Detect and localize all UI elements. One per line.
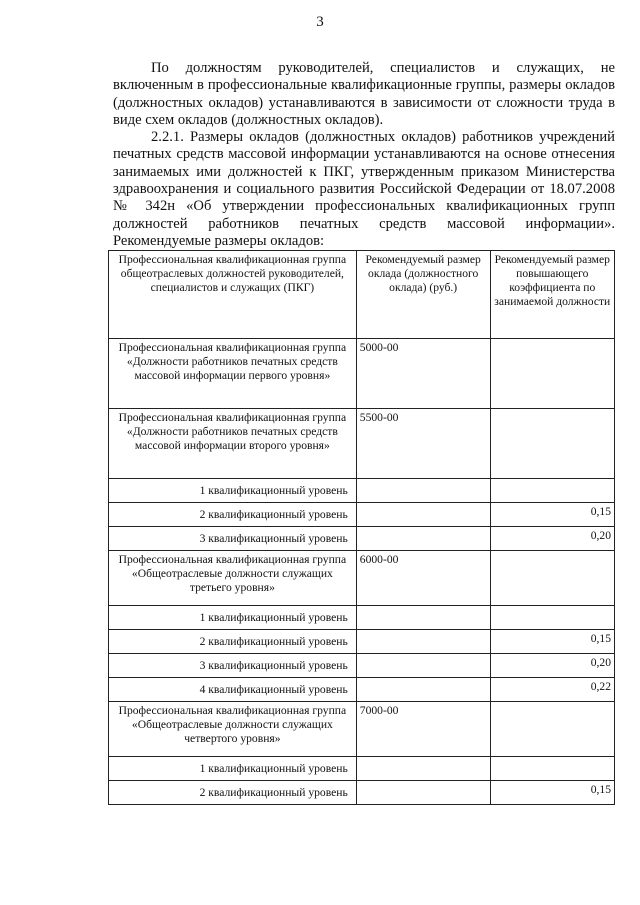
coefficient-value: 0,15 (490, 503, 614, 527)
coefficient-value (490, 339, 614, 409)
table-row (109, 678, 615, 702)
table-row (109, 702, 615, 757)
table-header-row (109, 251, 615, 339)
table-row (109, 409, 615, 479)
salary-value (356, 678, 490, 702)
salary-value (356, 654, 490, 678)
level-name: 3 квалификационный уровень (109, 654, 357, 678)
salary-table (108, 250, 615, 805)
table-row (109, 551, 615, 606)
coefficient-value (490, 409, 614, 479)
level-name: 2 квалификационный уровень (109, 503, 357, 527)
header-salary: Рекомендуемый размер оклада (должностного оклада) (руб.) (356, 251, 490, 339)
salary-value (356, 606, 490, 630)
coefficient-value: 0,22 (490, 678, 614, 702)
coefficient-value: 0,20 (490, 527, 614, 551)
table-row (109, 606, 615, 630)
level-name: 4 квалификационный уровень (109, 678, 357, 702)
level-name: 1 квалификационный уровень (109, 757, 357, 781)
salary-value (356, 503, 490, 527)
coefficient-value: 0,15 (490, 781, 614, 805)
page-number: 3 (316, 14, 324, 30)
paragraph-2: 2.2.1. Размеры окладов (должностных окладов) работников учреждений печатных средств массовой информации устанавливаются на основе отнесения занимаемых ими должностей к ПКГ, утвержденным приказом Министерства здравоохранения и социального развития Российской Федерации от 18.07.2008 № 342н «Об утверждении профессиональных квалификационных групп должностей работников печатных средств массовой информации». Рекомендуемые размеры окладов: (113, 129, 615, 249)
salary-value: 7000-00 (356, 702, 490, 757)
salary-value (356, 630, 490, 654)
table-row (109, 781, 615, 805)
group-name: Профессиональная квалификационная группа «Должности работников печатных средств массовой информации второго уровня» (109, 409, 357, 479)
group-name: Профессиональная квалификационная группа «Общеотраслевые должности служащих четвертого уровня» (109, 702, 357, 757)
table-row (109, 503, 615, 527)
group-name: Профессиональная квалификационная группа «Должности работников печатных средств массовой информации первого уровня» (109, 339, 357, 409)
table-row (109, 757, 615, 781)
salary-value (356, 781, 490, 805)
salary-value (356, 479, 490, 503)
table-row (109, 527, 615, 551)
level-name: 1 квалификационный уровень (109, 606, 357, 630)
level-name: 1 квалификационный уровень (109, 479, 357, 503)
coefficient-value: 0,15 (490, 630, 614, 654)
coefficient-value (490, 702, 614, 757)
paragraph-1: По должностям руководителей, специалистов и служащих, не включенным в профессиональные квалификационные группы, размеры окладов (должностных окладов) устанавливаются в зависимости от сложности труда в виде схем окладов (должностных окладов). (113, 60, 615, 128)
level-name: 2 квалификационный уровень (109, 781, 357, 805)
coefficient-value (490, 757, 614, 781)
coefficient-value (490, 551, 614, 606)
coefficient-value (490, 479, 614, 503)
body-text (113, 60, 615, 250)
group-name: Профессиональная квалификационная группа «Общеотраслевые должности служащих третьего уровня» (109, 551, 357, 606)
level-name: 2 квалификационный уровень (109, 630, 357, 654)
salary-value (356, 527, 490, 551)
salary-value (356, 757, 490, 781)
level-name: 3 квалификационный уровень (109, 527, 357, 551)
table-row (109, 479, 615, 503)
table-row (109, 654, 615, 678)
salary-value: 5000-00 (356, 339, 490, 409)
coefficient-value: 0,20 (490, 654, 614, 678)
header-coefficient: Рекомендуемый размер повышающего коэффициента по занимаемой должности (490, 251, 614, 339)
salary-value: 6000-00 (356, 551, 490, 606)
coefficient-value (490, 606, 614, 630)
header-group: Профессиональная квалификационная группа общеотраслевых должностей руководителей, специалистов и служащих (ПКГ) (109, 251, 357, 339)
table-row (109, 630, 615, 654)
salary-value: 5500-00 (356, 409, 490, 479)
table-row (109, 339, 615, 409)
